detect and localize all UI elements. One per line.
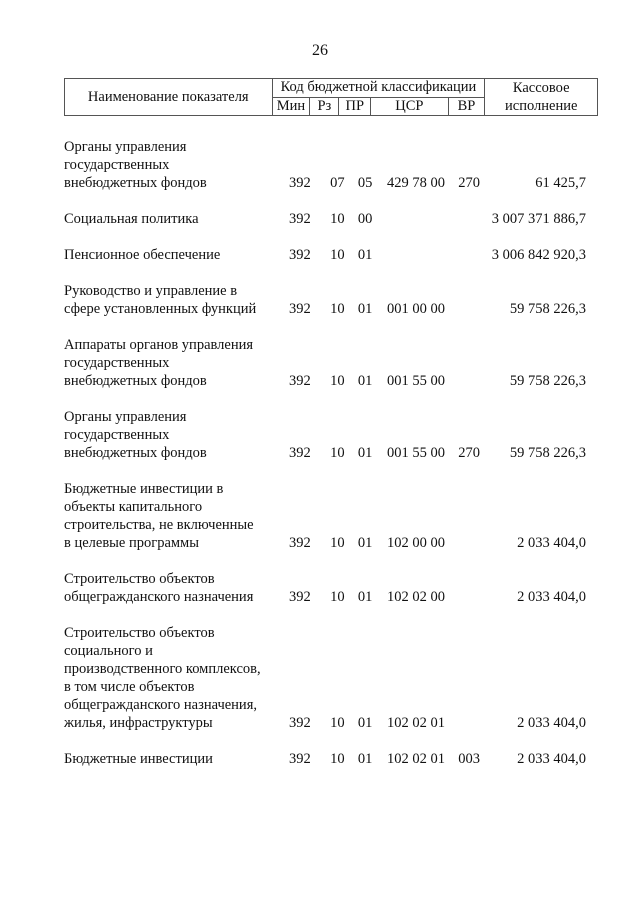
table-body [64, 138, 598, 786]
cell-amount: 61 425,7 [535, 175, 587, 191]
table-row [64, 624, 598, 732]
cell-name: Строительство объектов общегражданского назначения [64, 571, 254, 605]
cell-pr: 01 [357, 715, 373, 731]
cell-min: 392 [288, 589, 311, 605]
cell-pr: 05 [357, 175, 373, 191]
cell-pr: 01 [357, 445, 373, 461]
table-row [64, 570, 598, 606]
cell-vr: 270 [458, 175, 480, 191]
cell-csr: 102 02 01 [386, 751, 445, 767]
cell-rz: 10 [330, 211, 345, 227]
cell-name: Пенсионное обеспечение [64, 247, 221, 263]
cell-vr: 270 [458, 445, 480, 461]
cell-min: 392 [288, 445, 311, 461]
cell-min: 392 [288, 715, 311, 731]
page-number: 26 [312, 42, 328, 59]
header-rz: Рз [310, 97, 339, 116]
cell-min: 392 [288, 211, 311, 227]
cell-name: Социальная политика [64, 211, 199, 227]
cell-csr: 001 55 00 [386, 373, 445, 389]
cell-min: 392 [288, 535, 311, 551]
table-row [64, 210, 598, 228]
cell-amount: 2 033 404,0 [517, 715, 587, 731]
cell-amount: 3 006 842 920,3 [491, 247, 587, 263]
cell-amount: 2 033 404,0 [517, 751, 587, 767]
cell-min: 392 [288, 751, 311, 767]
table-header [64, 78, 598, 116]
cell-amount: 59 758 226,3 [509, 373, 587, 389]
cell-min: 392 [288, 373, 311, 389]
header-vr: ВР [448, 97, 485, 116]
cell-name: Органы управления государственных внебюджетных фондов [64, 139, 207, 191]
cell-csr: 429 78 00 [386, 175, 445, 191]
cell-pr: 01 [357, 589, 373, 605]
cell-amount: 2 033 404,0 [517, 589, 587, 605]
cell-name: Строительство объектов социального и производственного комплексов, в том числе объектов общегражданского назначения, жилья, инфраструктуры [64, 625, 261, 731]
cell-pr: 01 [357, 373, 373, 389]
cell-rz: 10 [330, 751, 345, 767]
table-row [64, 480, 598, 552]
header-code-group: Код бюджетной классификации [272, 79, 485, 98]
table-row [64, 336, 598, 390]
cell-csr: 102 02 00 [386, 589, 445, 605]
cell-amount: 59 758 226,3 [509, 445, 587, 461]
header-name: Наименование показателя [65, 79, 273, 116]
cell-name: Бюджетные инвестиции в объекты капитального строительства, не включенные в целевые программы [64, 481, 254, 551]
header-min: Мин [272, 97, 310, 116]
cell-name: Органы управления государственных внебюджетных фондов [64, 409, 207, 461]
cell-rz: 10 [330, 535, 345, 551]
header-csr: ЦСР [371, 97, 448, 116]
cell-csr: 102 02 01 [386, 715, 445, 731]
cell-csr: 102 00 00 [386, 535, 445, 551]
cell-csr: 001 55 00 [386, 445, 445, 461]
cell-pr: 00 [357, 211, 373, 227]
cell-pr: 01 [357, 247, 373, 263]
cell-amount: 59 758 226,3 [509, 301, 587, 317]
cell-amount: 2 033 404,0 [517, 535, 587, 551]
cell-rz: 10 [330, 373, 345, 389]
cell-name: Аппараты органов управления государственных внебюджетных фондов [64, 337, 254, 389]
cell-vr: 003 [458, 751, 480, 767]
cell-rz: 10 [330, 301, 345, 317]
cell-name: Руководство и управление в сфере установленных функций [64, 283, 257, 317]
cell-rz: 07 [330, 175, 345, 191]
header-amount: Кассовое исполнение [485, 79, 598, 116]
table-row [64, 282, 598, 318]
cell-pr: 01 [357, 535, 373, 551]
cell-name: Бюджетные инвестиции [64, 751, 213, 767]
header-pr: ПР [339, 97, 371, 116]
cell-pr: 01 [357, 301, 373, 317]
cell-min: 392 [288, 175, 311, 191]
cell-csr: 001 00 00 [386, 301, 445, 317]
cell-min: 392 [288, 247, 311, 263]
cell-amount: 3 007 371 886,7 [491, 211, 587, 227]
cell-rz: 10 [330, 445, 345, 461]
table-row [64, 750, 598, 768]
cell-rz: 10 [330, 715, 345, 731]
table-row [64, 138, 598, 192]
table-row [64, 408, 598, 462]
table-row [64, 246, 598, 264]
cell-rz: 10 [330, 589, 345, 605]
cell-pr: 01 [357, 751, 373, 767]
cell-rz: 10 [330, 247, 345, 263]
cell-min: 392 [288, 301, 311, 317]
